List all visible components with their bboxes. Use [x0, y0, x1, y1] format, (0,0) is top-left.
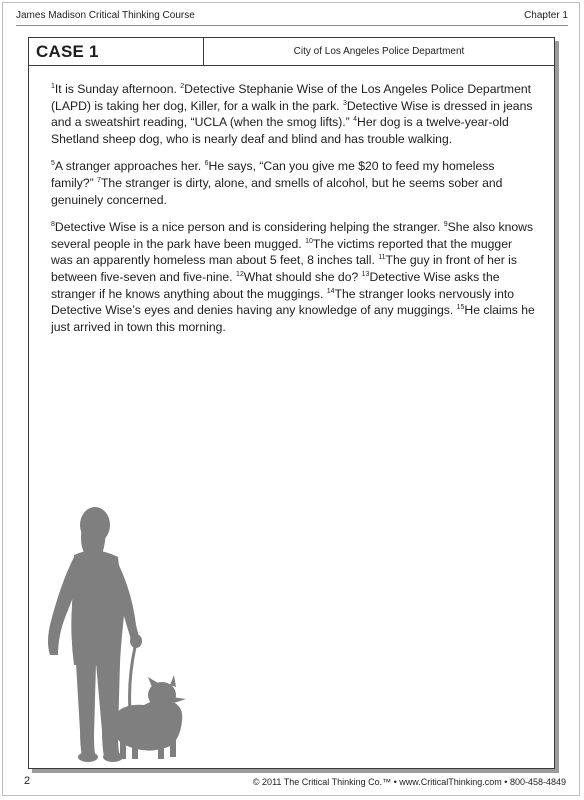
case-department: City of Los Angeles Police Department — [293, 46, 465, 57]
sentence-number: 14 — [326, 287, 335, 295]
sentence-number: 10 — [305, 237, 313, 245]
sentence-text: Detective Wise asks the stranger if he knows anything about the muggings. — [51, 269, 500, 301]
sentence-number: 3 — [342, 99, 347, 107]
sentence-text: The guy in front of her is between five-seven and five-nine. — [51, 253, 517, 284]
sentence-text: Detective Wise is dressed in jeans and a sweatshirt reading, “UCLA (when the smog lifts).” — [51, 98, 533, 130]
sentence-number: 6 — [204, 160, 209, 168]
sentence-text: Her dog is a twelve-year-old Shetland sheep dog, who is nearly deaf and blind and has trouble walking. — [51, 115, 509, 146]
chapter-label: Chapter 1 — [524, 10, 568, 21]
sentence — [51, 176, 502, 207]
sentence-text: He says, “Can you give me $20 to feed my homeless family?” — [51, 159, 495, 190]
sentence-number: 7 — [97, 176, 101, 184]
sentence-number: 8 — [51, 221, 55, 229]
sentence-number: 1 — [51, 82, 55, 90]
sentence — [236, 270, 362, 284]
sentence-number: 12 — [235, 270, 244, 278]
course-title: James Madison Critical Thinking Course — [16, 10, 195, 21]
case-paragraph — [51, 219, 535, 335]
sentence-number: 11 — [378, 254, 386, 262]
sentence-number: 4 — [353, 116, 358, 124]
sentence-text: He claims he just arrived in town this morning. — [51, 303, 535, 334]
sentence-text: The stranger looks nervously into Detective Wise’s eyes and denies having any knowledge of any muggings. — [51, 286, 515, 318]
sentence-text: What should she do? — [243, 269, 362, 284]
sentence-number: 15 — [456, 304, 465, 312]
woman-walking-dog-silhouette-icon — [40, 505, 190, 765]
case-body — [51, 81, 535, 346]
sentence — [51, 82, 180, 96]
case-title: CASE 1 — [36, 42, 99, 61]
sentence-text: She also knows several people in the park have been mugged. — [51, 220, 534, 251]
sentence-text: A stranger approaches her. — [54, 159, 205, 174]
sentence-text: The victims reported that the mugger was an apparently homeless man about 5 feet, 8 inches tall. — [51, 236, 513, 268]
footer-copyright: © 2011 The Critical Thinking Co.™ • www.CriticalThinking.com • 800-458-4849 — [252, 777, 566, 787]
sentence-text: Detective Stephanie Wise of the Los Angeles Police Department (LAPD) is taking her dog, Killer, for a walk in the park. — [51, 82, 532, 113]
case-header — [29, 38, 554, 66]
sentence-number: 5 — [51, 160, 55, 168]
running-header — [16, 7, 568, 26]
page-number: 2 — [24, 775, 31, 787]
case-paragraph — [51, 158, 535, 208]
sentence — [51, 159, 205, 173]
sentence — [51, 220, 444, 234]
sentence-number: 2 — [180, 82, 185, 90]
case-paragraph — [51, 81, 535, 147]
sentence-text: It is Sunday afternoon. — [54, 82, 181, 96]
sentence-text: Detective Wise is a nice person and is considering helping the stranger. — [54, 220, 444, 235]
sentence-number: 13 — [361, 270, 370, 278]
sentence-text: The stranger is dirty, alone, and smells of alcohol, but he seems sober and genuinely concerned. — [51, 175, 503, 207]
sentence-number: 9 — [443, 221, 448, 229]
